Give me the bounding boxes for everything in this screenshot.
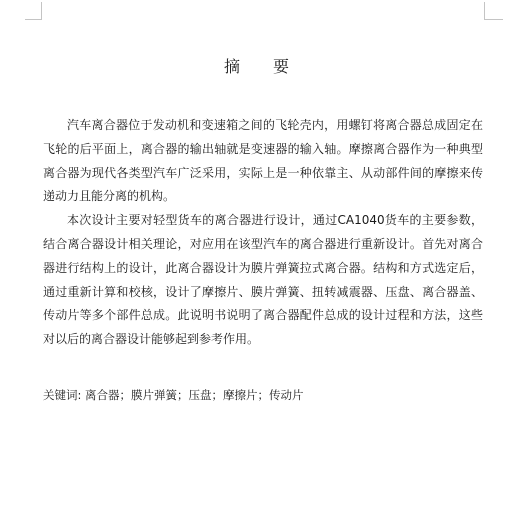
keywords-line [43, 385, 483, 405]
abstract-title: 摘 要 [223, 57, 304, 76]
crop-mark-top-right-horizontal [484, 19, 503, 20]
abstract-paragraph-1: 汽车离合器位于发动机和变速箱之间的飞轮壳内，用螺钉将离合器总成固定在飞轮的后平面上，离合器的输出轴就是变速器的输入轴。摩擦离合器作为一种典型离合器为现代各类型汽车广泛采用，实际上是一种依靠主、从动部件间的摩擦来传递动力且能分离的机构。 [43, 118, 483, 204]
crop-mark-top-left-horizontal [25, 19, 42, 20]
keywords-value: 离合器；膜片弹簧；压盘；摩擦片；传动片 [81, 388, 304, 402]
crop-mark-top-left-vertical [41, 2, 42, 19]
abstract-paragraph-2: 本次设计主要对轻型货车的离合器进行设计，通过CA1040货车的主要参数，结合离合器设计相关理论，对应用在该型汽车的离合器进行重新设计。首先对离合器进行结构上的设计，此离合器设计为膜片弹簧拉式离合器。结构和方式选定后，通过重新计算和校核，设计了摩擦片、膜片弹簧、扭转减震器、压盘、离合器盖、传动片等多个部件总成。此说明书说明了离合器配件总成的设计过程和方法，这些对以后的离合器设计能够起到参考作用。 [43, 213, 483, 347]
crop-mark-top-right-vertical [484, 2, 485, 19]
keywords-label: 关键词: [43, 388, 82, 402]
abstract-body [43, 114, 483, 352]
